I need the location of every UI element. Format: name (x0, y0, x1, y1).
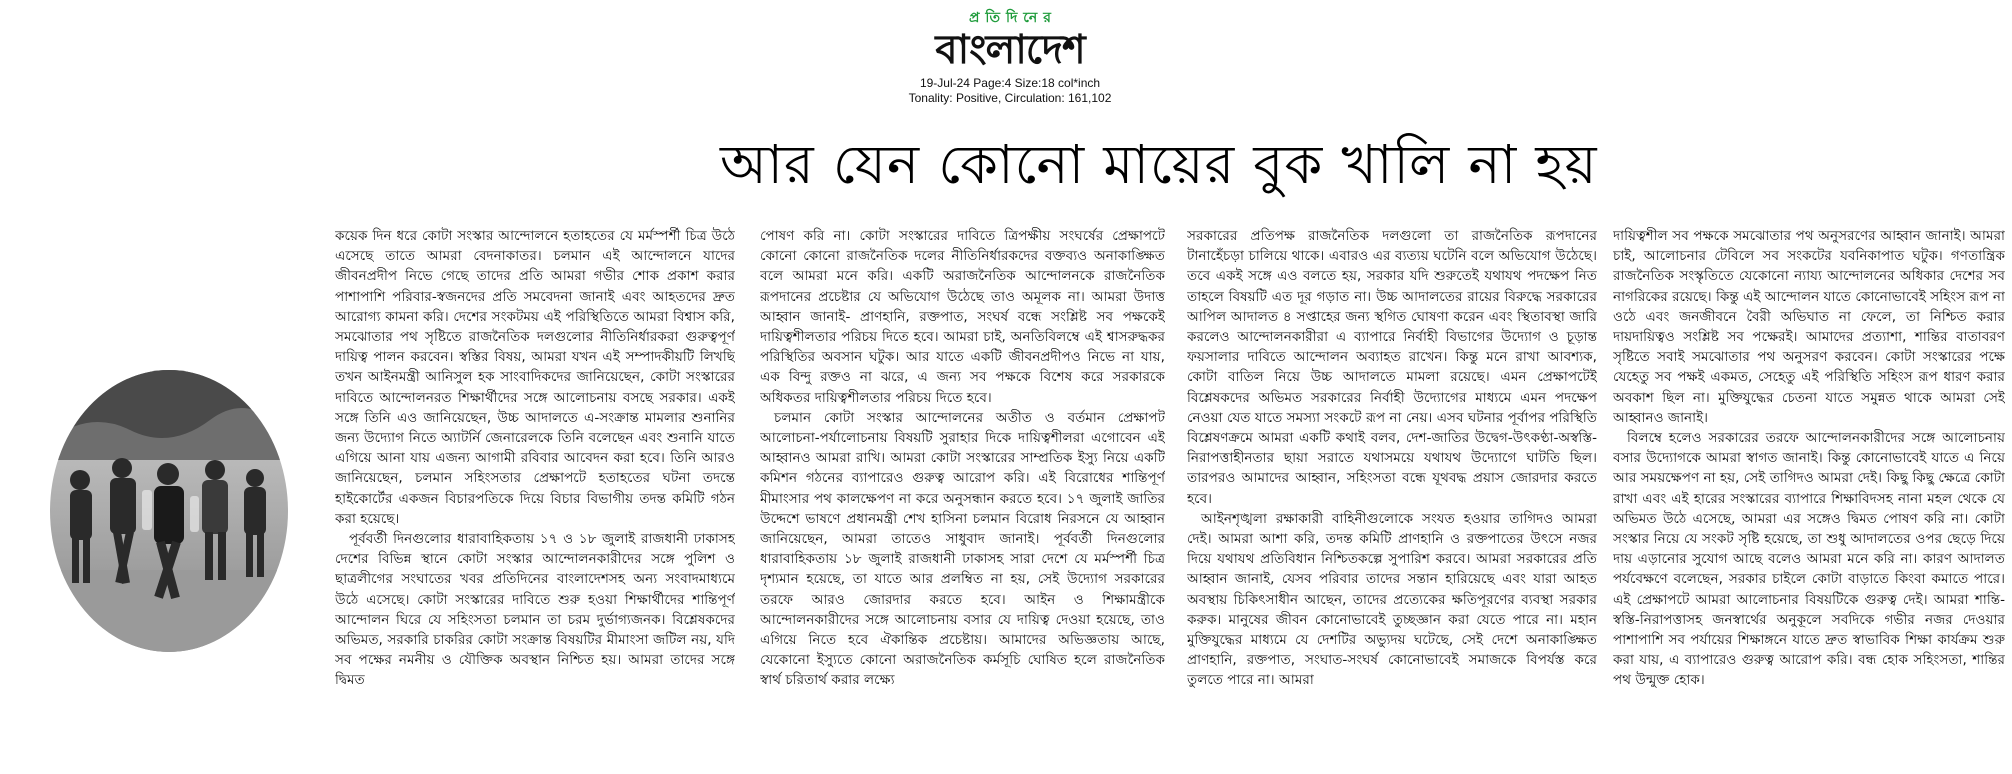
newspaper-masthead (880, 6, 1140, 72)
editorial-paragraph: কয়েক দিন ধরে কোটা সংস্কার আন্দোলনে হতাহতের যে মর্মস্পর্শী চিত্র উঠে এসেছে তাতে আমরা বেদনাকাতর। চলমান এই আন্দোলনে যাদের জীবনপ্রদীপ নিভে গেছে তাদের প্রতি আমরা গভীর শোক প্রকাশ করার পাশাপাশি পরিবার-স্বজনদের প্রতি সমবেদনা জানাই এবং আহতদের দ্রুত আরোগ্য কামনা করি। দেশের সংকটময় এই পরিস্থিতিতে আমরা বিশ্বাস করি, সমঝোতার পথ সৃষ্টিতে রাজনৈতিক দলগুলোর নীতিনির্ধারকরা গুরুত্বপূর্ণ দায়িত্ব পালন করবেন। স্বস্তির বিষয়, আমরা যখন এই সম্পাদকীয়টি লিখছি তখন আইনমন্ত্রী আনিসুল হক সাংবাদিকদের জানিয়েছেন, কোটা সংস্কারের দাবিতে আন্দোলনরত শিক্ষার্থীদের সঙ্গে আলোচনায় বসছে সরকার। একই সঙ্গে তিনি এও জানিয়েছেন, উচ্চ আদালতে এ-সংক্রান্ত মামলার শুনানির জন্য উদ্যোগ নিতে অ্যাটর্নি জেনারেলকে তিনি বলেছেন এবং শুনানি যাতে এগিয়ে আনা যায় এজন্য আগামী রবিবার আবেদন করা হবে। তিনি আরও জানিয়েছেন, চলমান সহিংসতার প্রেক্ষাপটে হতাহতের ঘটনা তদন্তে হাইকোর্টের একজন বিচারপতিকে দিয়ে বিচার বিভাগীয় তদন্ত কমিটি গঠন করা হয়েছে। (335, 228, 735, 527)
editorial-paragraph: পূর্ববর্তী দিনগুলোর ধারাবাহিকতায় ১৭ ও ১৮ জুলাই রাজধানী ঢাকাসহ দেশের বিভিন্ন স্থানে কোটা সংস্কার আন্দোলনকারীদের সঙ্গে পুলিশ ও ছাত্রলীগের সংঘাতের খবর প্রতিদিনের বাংলাদেশসহ অন্য সংবাদমাধ্যমে উঠে এসেছে। কোটা সংস্কারের দাবিতে শুরু হওয়া শিক্ষার্থীদের শান্তিপূর্ণ আন্দোলন ঘিরে যে সহিংসতা চলমান তা চরম দুর্ভাগ্যজনক। বিশ্লেষকদের অভিমত, সরকারি চাকরির কোটা সংক্রান্ত বিষয়টির মীমাংসা জটিল নয়, যদি সব পক্ষের নমনীয় ও যৌক্তিক অবস্থান নিশ্চিত হয়। আমরা তাদের সঙ্গে দ্বিমত (335, 531, 735, 689)
newspaper-logo: বাংলাদেশ (935, 27, 1085, 73)
editorial-column-4 (1613, 226, 2005, 772)
masthead-kicker: প্রতিদিনের (968, 10, 1057, 26)
editorial-column-3 (1187, 226, 1597, 772)
editorial-paragraph: পোষণ করি না। কোটা সংস্কারের দাবিতে ত্রিপক্ষীয় সংঘর্ষের প্রেক্ষাপটে কোনো কোনো রাজনৈতিক দলের নীতিনির্ধারকদের বক্তব্যও অনাকাঙ্ক্ষিত বলে আমরা মনে করি। একটি অরাজনৈতিক আন্দোলনকে রাজনৈতিক রূপদানের প্রচেষ্টার যে অভিযোগ উঠেছে তাও অমূলক না। আমরা উদাত্ত আহ্বান জানাই- প্রাণহানি, রক্তপাত, সংঘর্ষ বন্ধে সংশ্লিষ্ট সব পক্ষকেই দায়িত্বশীলতার পরিচয় দিতে হবে। আমরা চাই, অনতিবিলম্বে এই শ্বাসরুদ্ধকর পরিস্থিতির অবসান ঘটুক। আর যাতে একটি জীবনপ্রদীপও নিভে না যায়, এক বিন্দু রক্তও না ঝরে, এ জন্য সব পক্ষকে বিশেষ করে সরকারকে অধিকতর দায়িত্বশীলতার পরিচয় দিতে হবে। (760, 228, 1165, 406)
editorial-paragraph: দায়িত্বশীল সব পক্ষকে সমঝোতার পথ অনুসরণের আহ্বান জানাই। আমরা চাই, আলোচনার টেবিলে সব সংকটের যবনিকাপাত ঘটুক। গণতান্ত্রিক রাজনৈতিক সংস্কৃতিতে যেকোনো ন্যায্য আন্দোলনের অধিকার দেশের সব নাগরিকের রয়েছে। কিন্তু এই আন্দোলন যাতে কোনোভাবেই সহিংস রূপ না ওঠে এবং জনজীবনে বৈরী অভিঘাত না ফেলে, তা নিশ্চিত করার দায়দায়িত্বও সংশ্লিষ্ট সব পক্ষেরই। আমাদের প্রত্যাশা, শান্তির বাতাবরণ সৃষ্টিতে সবাই সমঝোতার পথ অনুসরণ করবেন। কোটা সংস্কারের পক্ষে যেহেতু সব পক্ষই একমত, সেহেতু এই পরিস্থিতি সহিংস রূপ ধারণ করার অবকাশ ছিল না। মুক্তিযুদ্ধের চেতনা যাতে সমুন্নত থাকে আমরা সেই আহ্বানও জানাই। (1613, 228, 2005, 426)
editorial-column-2 (760, 226, 1165, 772)
editorial-column-1 (335, 226, 735, 772)
clipping-date-page-size: 19-Jul-24 Page:4 Size:18 col*inch (919, 76, 1101, 90)
clipping-meta (880, 76, 1140, 106)
editorial-headline: আর যেন কোনো মায়ের বুক খালি না হয় (720, 133, 1598, 196)
editorial-paragraph: বিলম্বে হলেও সরকারের তরফে আন্দোলনকারীদের সঙ্গে আলোচনায় বসার উদ্যোগকে আমরা স্বাগত জানাই। কিন্তু কোনোভাবেই যাতে এ নিয়ে আর সময়ক্ষেপণ না হয়, সেই তাগিদও আমরা দেই। কিছু কিছু ক্ষেত্রে কোটা রাখা এবং এই হারের সংস্কারের ব্যাপারে শিক্ষাবিদসহ নানা মহল থেকে যে অভিমত উঠে এসেছে, আমরা এর সঙ্গেও দ্বিমত পোষণ করি না। কোটা সংস্কার নিয়ে যে সংকট সৃষ্টি হয়েছে, তা শুধু আদালতের ওপর ছেড়ে দিয়ে দায় এড়ানোর সুযোগ আছে বলেও আমরা মনে করি না। কারণ আদালত পর্যবেক্ষণে বলেছেন, সরকার চাইলে কোটা বাড়াতে কিংবা কমাতে পারে। এই প্রেক্ষাপটে আমরা আলোচনার বিষয়টিকে গুরুত্ব দেই। আমরা শান্তি-স্বস্তি-নিরাপত্তাসহ জনস্বার্থের অনুকূলে সবদিকে গভীর নজর দেওয়ার পাশাপাশি সব পর্যায়ের শিক্ষাঙ্গনে যাতে দ্রুত স্বাভাবিক শিক্ষা কার্যক্রম শুরু করা যায়, এ ব্যাপারেও গুরুত্ব আরোপ করি। বন্ধ হোক সহিংসতা, শান্তির পথ উন্মুক্ত হোক। (1613, 430, 2005, 689)
editorial-paragraph: চলমান কোটা সংস্কার আন্দোলনের অতীত ও বর্তমান প্রেক্ষাপট আলোচনা-পর্যালোচনায় বিষয়টি সুরাহার দিকে দায়িত্বশীলরা এগোবেন এই আহ্বানও আমরা রাখি। আমরা কোটা সংস্কারের সাম্প্রতিক ইস্যু নিয়ে একটি কমিশন গঠনের ব্যাপারেও গুরুত্ব আরোপ করি। এই বিরোধের শান্তিপূর্ণ মীমাংসার পথ কালক্ষেপণ না করে অনুসন্ধান করতে হবে। ১৭ জুলাই জাতির উদ্দেশে ভাষণে প্রধানমন্ত্রী শেখ হাসিনা চলমান বিরোধ নিরসনে যে আহ্বান জানিয়েছেন, আমরা তাতেও সাধুবাদ জানাই। পূর্ববর্তী দিনগুলোর ধারাবাহিকতায় ১৮ জুলাই রাজধানী ঢাকাসহ সারা দেশে যে মর্মস্পর্শী চিত্র দৃশ্যমান হয়েছে, তা যাতে আর প্রলম্বিত না হয়, সেই উদ্যোগ সরকারের তরফে আরও জোরদার করতে হবে। আইন ও শিক্ষামন্ত্রীকে আন্দোলনকারীদের সঙ্গে আলোচনায় বসার যে দায়িত্ব দেওয়া হয়েছে, তাও এগিয়ে নিতে হবে ঐকান্তিক প্রচেষ্টায়। আমাদের অভিজ্ঞতায় আছে, যেকোনো ইস্যুতে কোনো অরাজনৈতিক কর্মসূচি ঘোষিত হলে রাজনৈতিক স্বার্থ চরিতার্থ করার লক্ষ্যে (760, 409, 1165, 689)
clipping-tonality-circulation: Tonality: Positive, Circulation: 161,102 (908, 91, 1112, 105)
editorial-paragraph: আইনশৃঙ্খলা রক্ষাকারী বাহিনীগুলোকে সংযত হওয়ার তাগিদও আমরা দেই। আমরা আশা করি, তদন্ত কমিটি প্রাণহানি ও রক্তপাতের উৎসে নজর দিয়ে যথাযথ প্রতিবিধান নিশ্চিতকল্পে সুপারিশ করবে। আমরা সরকারের প্রতি আহ্বান জানাই, যেসব পরিবার তাদের সন্তান হারিয়েছে এবং যারা আহত অবস্থায় চিকিৎসাধীন আছেন, তাদের প্রত্যেকের ক্ষতিপূরণের ব্যবস্থা সরকার করুক। মানুষের জীবন কোনোভাবেই তুচ্ছজ্ঞান করা যেতে পারে না। মহান মুক্তিযুদ্ধের মাধ্যমে যে দেশটির অভ্যুদয় ঘটেছে, সেই দেশে অনাকাঙ্ক্ষিত প্রাণহানি, রক্তপাত, সংঘাত-সংঘর্ষ কোনোভাবেই সমাজকে বিপর্যস্ত করে তুলতে পারে না। আমরা (1187, 510, 1597, 689)
news-photo-icon (50, 370, 288, 652)
editorial-paragraph: সরকারের প্রতিপক্ষ রাজনৈতিক দলগুলো তা রাজনৈতিক রূপদানের টানাহেঁচড়া চালিয়ে থাকে। এবারও এর ব্যত্যয় ঘটেনি বলে অভিযোগ উঠেছে। তবে একই সঙ্গে এও বলতে হয়, সরকার যদি শুরুতেই যথাযথ পদক্ষেপ নিত তাহলে বিষয়টি এত দূর গড়াত না। উচ্চ আদালতের রায়ের বিরুদ্ধে সরকারের আপিল আদালত ৪ সপ্তাহের জন্য স্থগিত ঘোষণা করেন এবং স্থিতাবস্থা জারি করলেও আন্দোলনকারীরা এ ব্যাপারে নির্বাহী বিভাগের উদ্যোগ ও চূড়ান্ত ফয়সালার দাবিতে আন্দোলন অব্যাহত রাখেন। কিন্তু মনে রাখা আবশ্যক, কোটা বাতিল নিয়ে উচ্চ আদালতে মামলা রয়েছে। এমন প্রেক্ষাপটেই বিশ্লেষকদের অভিমত সরকারের নির্বাহী উদ্যোগের মাধ্যমে এমন পদক্ষেপ নেওয়া যেত যাতে সমস্যা সংকটে রূপ না নেয়। এসব ঘটনার পূর্বাপর পরিস্থিতি বিশ্লেষণক্রমে আমরা একটি কথাই বলব, দেশ-জাতির উদ্বেগ-উৎকণ্ঠা-অস্বস্তি-নিরাপত্তাহীনতার ছায়া সরাতে যথাসময়ে যথাযথ উদ্যোগে ঘাটতি ছিল। তারপরও আমাদের আহ্বান, সহিংসতা বন্ধে যূথবদ্ধ প্রয়াস জোরদার করতে হবে। (1187, 228, 1597, 507)
